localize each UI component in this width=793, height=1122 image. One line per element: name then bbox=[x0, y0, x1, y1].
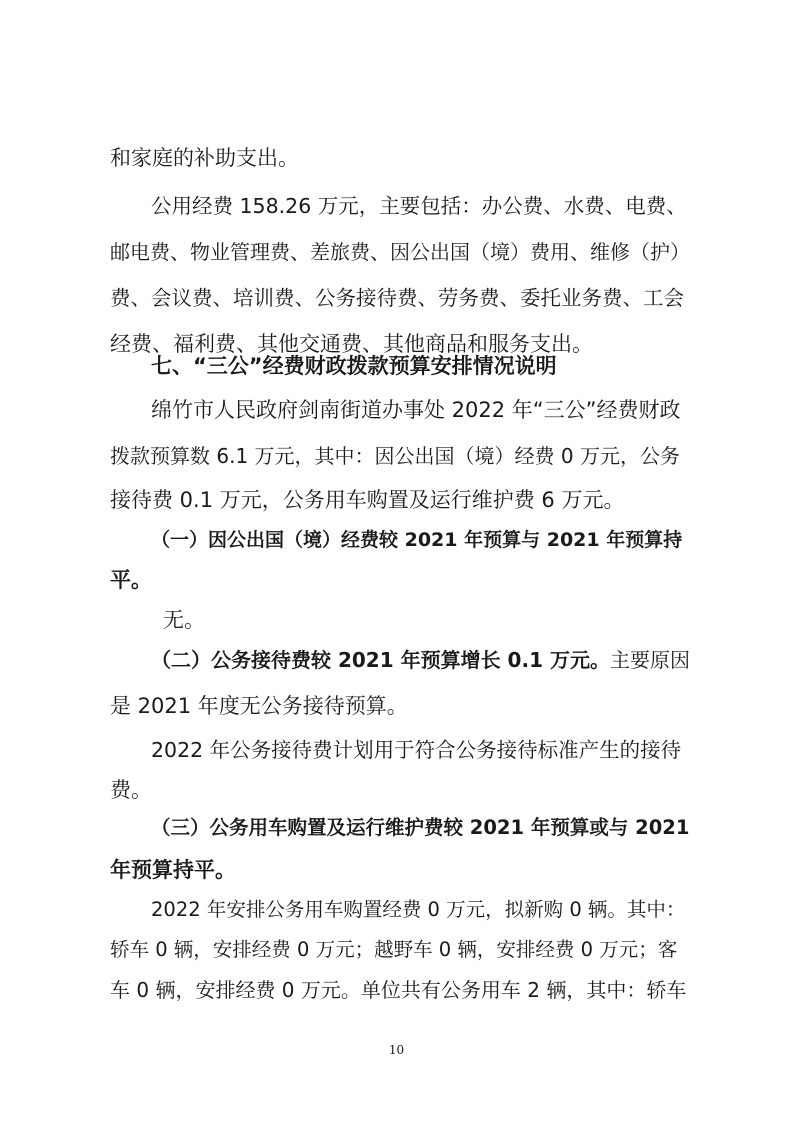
heading-text: 年预算持平。 bbox=[110, 858, 236, 882]
line-text: 绵竹市人民政府剑南街道办事处 2022 年“三公”经费财政 bbox=[151, 398, 681, 422]
subsection-heading-cont bbox=[110, 850, 236, 890]
mixed-line bbox=[151, 640, 690, 680]
paragraph-line bbox=[110, 278, 684, 318]
heading-text: （三）公务用车购置及运行维护费较 2021 年预算或与 2021 bbox=[151, 816, 690, 839]
paragraph-line bbox=[110, 480, 624, 520]
line-text: 2022 年公务接待费计划用于符合公务接待标准产生的接待 bbox=[151, 738, 682, 762]
line-text: 是 2021 年度无公务接待预算。 bbox=[110, 694, 408, 718]
line-text: 费、会议费、培训费、公务接待费、劳务费、委托业务费、工会 bbox=[110, 286, 684, 310]
paragraph-line bbox=[110, 770, 152, 810]
line-text: 邮电费、物业管理费、差旅费、因公出国（境）费用、维修（护） bbox=[110, 240, 690, 264]
line-text: 接待费 0.1 万元，公务用车购置及运行维护费 6 万元。 bbox=[110, 488, 625, 512]
subsection-heading-cont bbox=[110, 560, 152, 600]
line-text: 拨款预算数 6.1 万元，其中：因公出国（境）经费 0 万元，公务 bbox=[110, 444, 680, 468]
line-text: 经费、福利费、其他交通费、其他商品和服务支出。 bbox=[110, 332, 593, 356]
page-number: 10 bbox=[388, 1043, 405, 1057]
paragraph-line bbox=[151, 390, 681, 430]
paragraph-line bbox=[110, 232, 690, 272]
paragraph-line bbox=[151, 730, 681, 770]
heading-text: （一）因公出国（境）经费较 2021 年预算与 2021 年预算持 bbox=[151, 529, 683, 551]
heading-text: 平。 bbox=[110, 568, 152, 592]
line-text: 和家庭的补助支出。 bbox=[110, 146, 299, 170]
paragraph-line bbox=[110, 970, 686, 1010]
subsection-heading-text: （二）公务接待费较 2021 年预算增长 0.1 万元。 bbox=[151, 648, 610, 672]
subsection-heading bbox=[151, 520, 682, 560]
line-text: 主要原因 bbox=[609, 648, 690, 672]
line-text: 轿车 0 辆，安排经费 0 万元；越野车 0 辆，安排经费 0 万元；客 bbox=[110, 938, 678, 961]
line-text: 公用经费 158.26 万元，主要包括：办公费、水费、电费、 bbox=[151, 194, 687, 218]
paragraph-line bbox=[110, 930, 677, 970]
line-text: 2022 年安排公务用车购置经费 0 万元，拟新购 0 辆。其中： bbox=[151, 898, 686, 921]
section-heading bbox=[151, 346, 557, 386]
line-text: 车 0 辆，安排经费 0 万元。单位共有公务用车 2 辆，其中：轿车 bbox=[110, 978, 687, 1002]
subsection-heading bbox=[151, 808, 689, 848]
paragraph-line bbox=[110, 138, 299, 178]
paragraph-line bbox=[110, 436, 680, 476]
paragraph-line bbox=[151, 186, 687, 226]
heading-text: 七、“三公”经费财政拨款预算安排情况说明 bbox=[151, 354, 557, 378]
paragraph-line bbox=[110, 686, 408, 726]
line-text: 无。 bbox=[163, 608, 205, 632]
paragraph-line bbox=[151, 890, 685, 930]
paragraph-line bbox=[163, 600, 205, 640]
line-text: 费。 bbox=[110, 778, 152, 802]
